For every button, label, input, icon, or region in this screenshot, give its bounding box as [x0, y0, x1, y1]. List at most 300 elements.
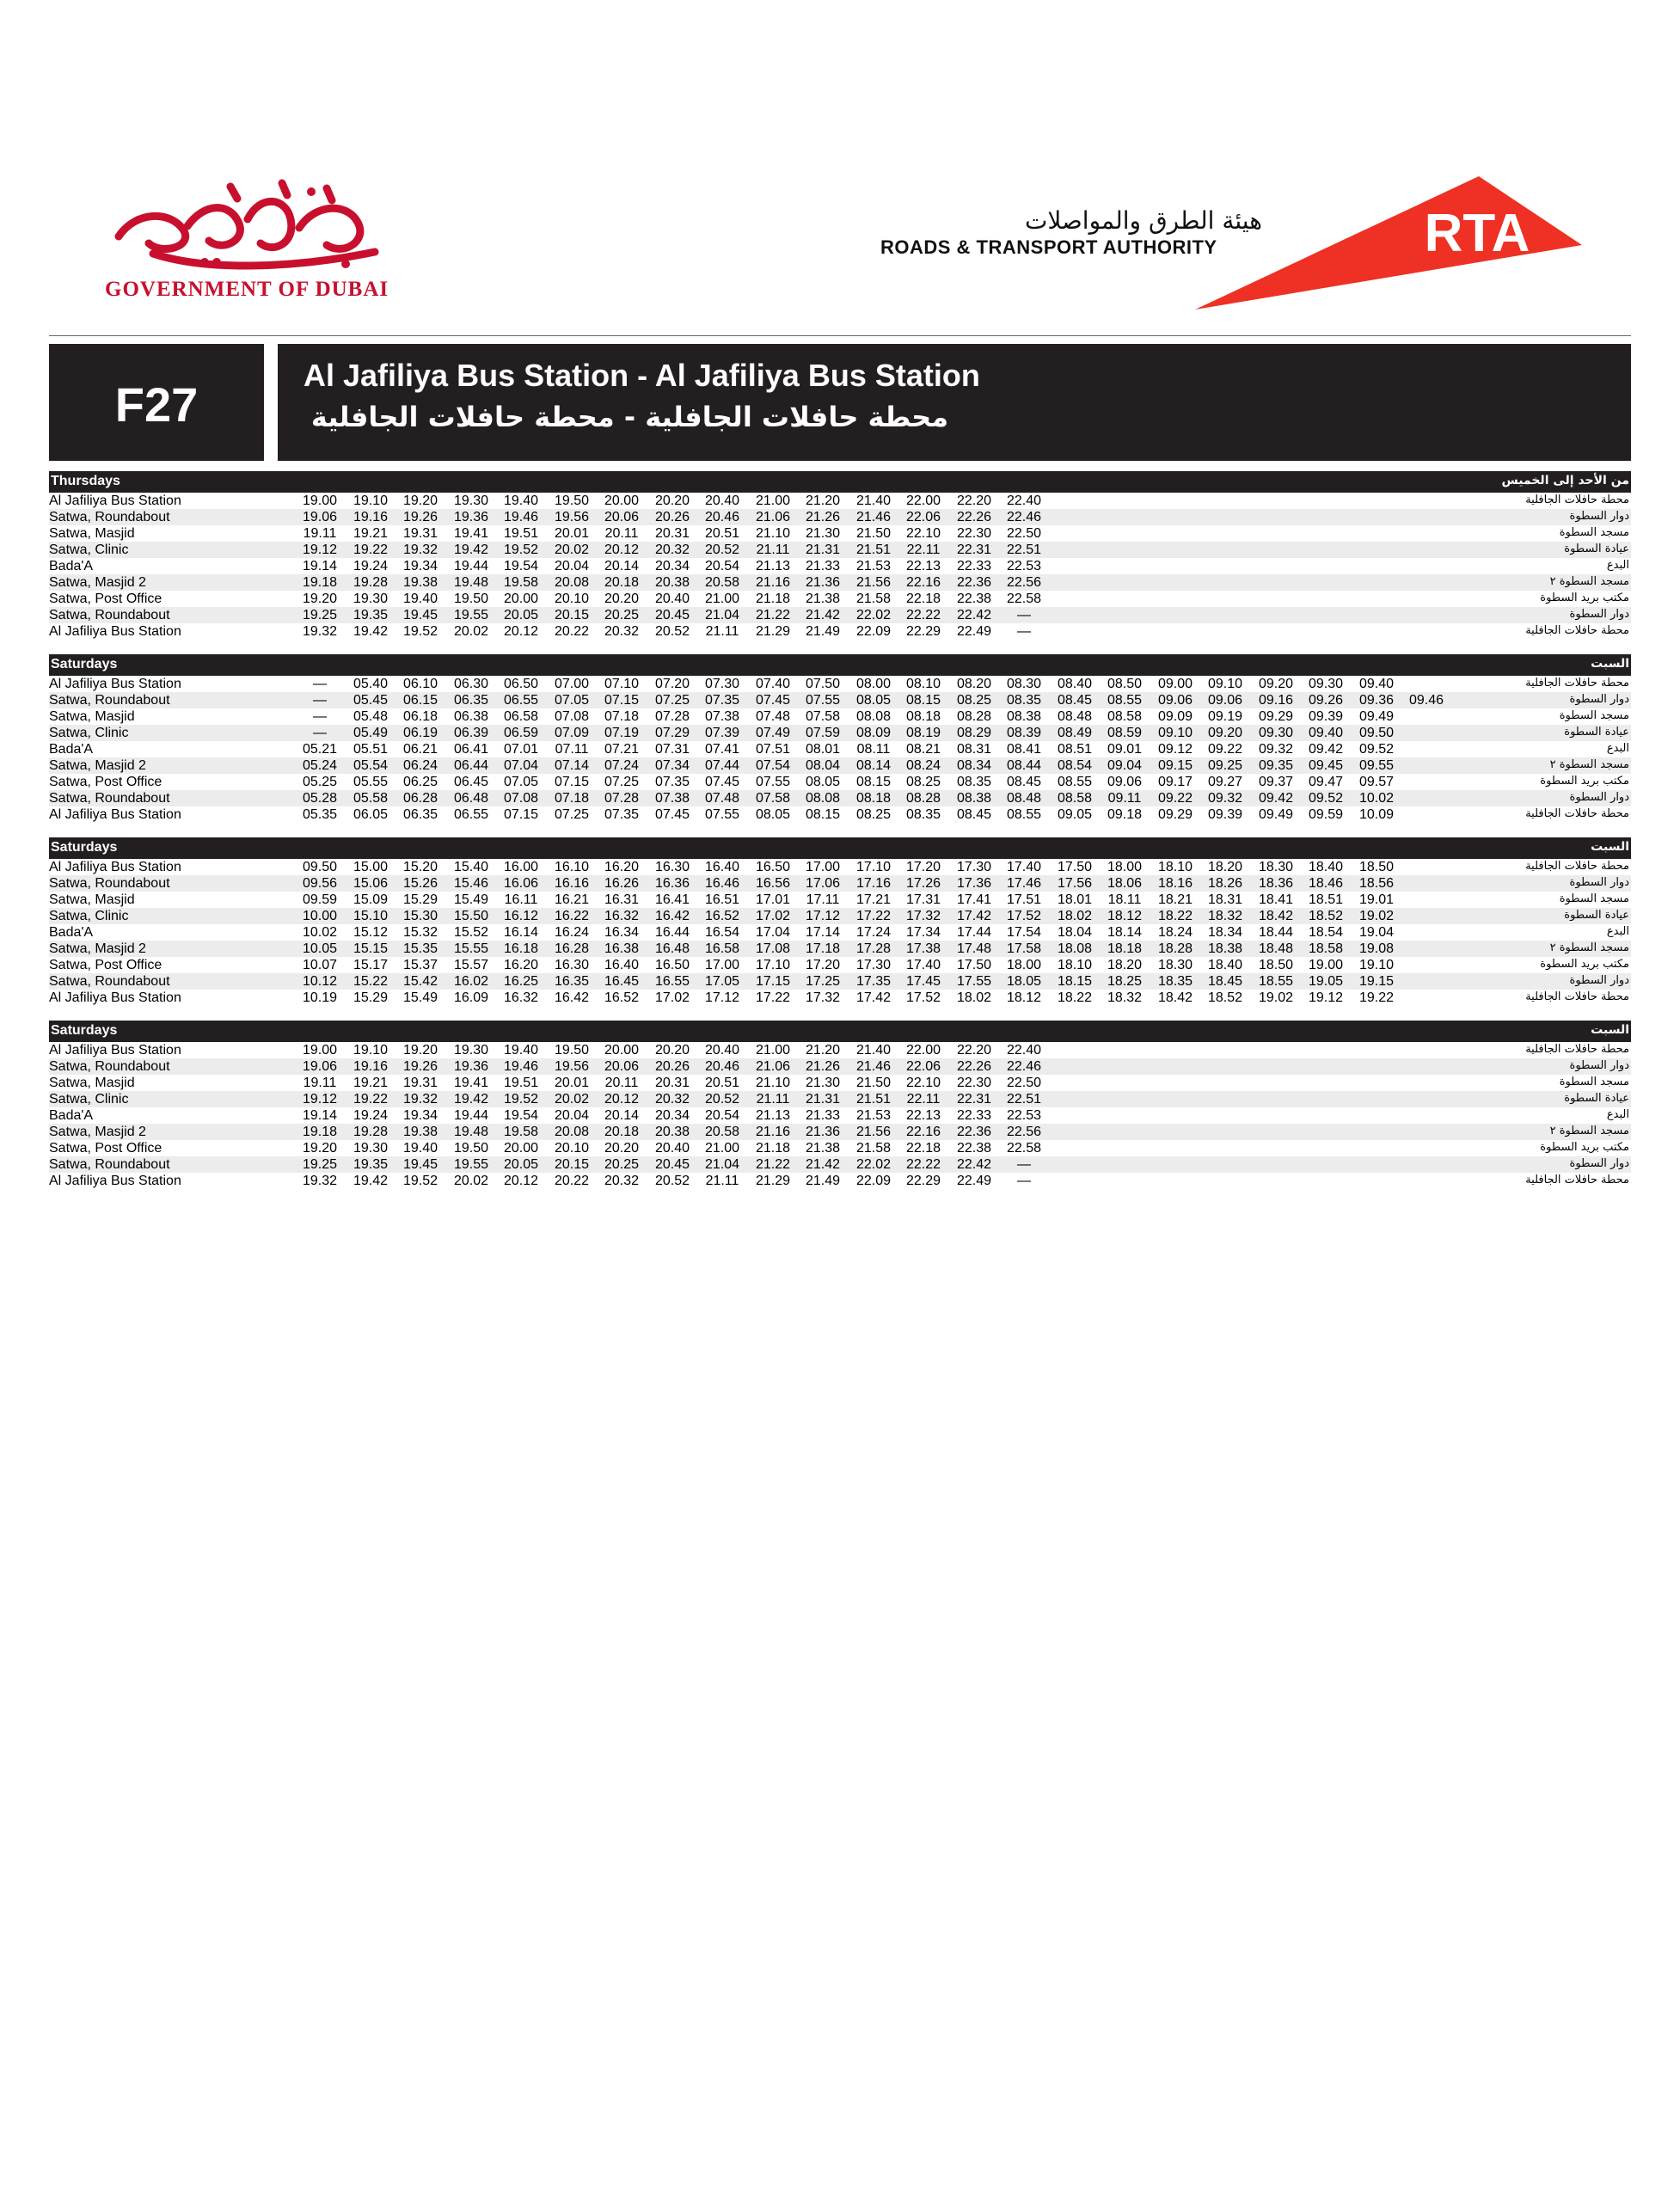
departure-time: 08.45 — [1057, 693, 1093, 708]
departure-time: 17.12 — [805, 909, 841, 923]
departure-time: 07.05 — [503, 775, 539, 789]
stop-row — [49, 924, 1631, 941]
departure-time: 17.02 — [654, 990, 690, 1005]
departure-time: 17.18 — [805, 941, 841, 956]
route-title-english: Al Jafiliya Bus Station - Al Jafiliya Bus Station — [304, 358, 980, 393]
departure-time: — — [313, 709, 327, 724]
departure-time: 07.08 — [503, 791, 539, 806]
departure-time: 19.48 — [453, 575, 489, 590]
departure-time: 05.40 — [353, 677, 389, 691]
departure-time: 19.41 — [453, 1076, 489, 1090]
departure-time: 09.59 — [302, 892, 338, 907]
departure-time: 20.12 — [604, 1092, 640, 1107]
departure-time: 20.46 — [704, 1059, 740, 1074]
departure-time: 21.58 — [855, 1141, 892, 1156]
departure-time: 15.57 — [453, 958, 489, 972]
departure-time: 18.54 — [1308, 925, 1344, 940]
departure-time: 20.18 — [604, 1125, 640, 1139]
departure-time: 08.01 — [805, 742, 841, 757]
timetable-section — [49, 471, 1631, 640]
departure-time: 19.00 — [302, 494, 338, 508]
departure-time: 17.24 — [855, 925, 892, 940]
departure-time: 15.55 — [453, 941, 489, 956]
departure-time: 08.55 — [1006, 807, 1042, 822]
departure-time: 21.00 — [704, 1141, 740, 1156]
departure-time: 15.52 — [453, 925, 489, 940]
departure-time: 21.36 — [805, 1125, 841, 1139]
departure-time: 09.39 — [1207, 807, 1243, 822]
timetable-section — [49, 654, 1631, 823]
departure-time: 22.00 — [905, 494, 941, 508]
departure-time: 07.55 — [755, 775, 791, 789]
departure-time: 21.36 — [805, 575, 841, 590]
stop-row — [49, 1091, 1631, 1107]
departure-time: 21.51 — [855, 543, 892, 557]
departure-time: 16.50 — [755, 860, 791, 874]
departure-time: 16.52 — [704, 909, 740, 923]
stop-name-english: Satwa, Roundabout — [49, 1059, 170, 1074]
departure-time: 08.34 — [956, 758, 992, 773]
stop-row — [49, 859, 1631, 875]
departure-time: 22.53 — [1006, 1108, 1042, 1123]
departure-time: 09.06 — [1207, 693, 1243, 708]
departure-time: 06.05 — [353, 807, 389, 822]
departure-time: 16.10 — [554, 860, 590, 874]
section-label-arabic: السبت — [1591, 657, 1629, 671]
stop-row — [49, 790, 1631, 806]
departure-time: 22.20 — [956, 494, 992, 508]
section-header — [49, 471, 1631, 493]
rta-name-english: ROADS & TRANSPORT AUTHORITY — [880, 236, 1217, 258]
departure-time: 21.30 — [805, 526, 841, 541]
departure-time: 19.34 — [402, 1108, 438, 1123]
departure-time: 22.26 — [956, 510, 992, 524]
departure-time: 09.37 — [1258, 775, 1294, 789]
departure-time: 16.48 — [654, 941, 690, 956]
departure-time: 20.02 — [453, 1174, 489, 1188]
departure-time: 18.40 — [1207, 958, 1243, 972]
departure-time: 22.38 — [956, 592, 992, 606]
departure-time: 17.06 — [805, 876, 841, 891]
departure-time: 09.49 — [1258, 807, 1294, 822]
departure-time: 22.16 — [905, 575, 941, 590]
departure-time: 06.30 — [453, 677, 489, 691]
departure-time: 20.15 — [554, 608, 590, 622]
departure-time: 09.27 — [1207, 775, 1243, 789]
departure-time: 22.36 — [956, 1125, 992, 1139]
departure-time: 19.26 — [402, 510, 438, 524]
departure-time: 19.10 — [353, 494, 389, 508]
departure-time: 21.49 — [805, 624, 841, 639]
departure-time: 20.06 — [604, 510, 640, 524]
departure-time: 22.42 — [956, 608, 992, 622]
departure-time: 22.29 — [905, 1174, 941, 1188]
departure-time: 17.31 — [905, 892, 941, 907]
departure-time: 18.50 — [1358, 860, 1395, 874]
departure-time: 10.00 — [302, 909, 338, 923]
departure-time: 08.09 — [855, 726, 892, 740]
departure-time: 07.15 — [503, 807, 539, 822]
departure-time: 05.28 — [302, 791, 338, 806]
departure-time: 06.35 — [402, 807, 438, 822]
departure-time: 21.20 — [805, 494, 841, 508]
departure-time: 17.05 — [704, 974, 740, 989]
departure-time: 20.45 — [654, 1157, 690, 1172]
departure-time: 08.19 — [905, 726, 941, 740]
departure-time: 19.11 — [303, 526, 337, 541]
departure-time: 06.24 — [402, 758, 438, 773]
departure-time: 17.32 — [905, 909, 941, 923]
departure-time: 19.30 — [353, 592, 389, 606]
departure-time: 19.36 — [453, 1059, 489, 1074]
departure-time: 22.31 — [956, 1092, 992, 1107]
stop-row — [49, 892, 1631, 908]
departure-time: 15.37 — [402, 958, 438, 972]
departure-time: 19.35 — [353, 608, 389, 622]
rta-triangle-logo — [1195, 172, 1582, 318]
departure-time: 06.21 — [402, 742, 438, 757]
departure-time: 09.47 — [1308, 775, 1344, 789]
departure-time: 19.00 — [1308, 958, 1344, 972]
departure-time: 08.41 — [1006, 742, 1042, 757]
departure-time: 20.12 — [604, 543, 640, 557]
departure-time: 19.40 — [503, 494, 539, 508]
stop-name-english: Satwa, Clinic — [49, 726, 129, 740]
stop-name-arabic: دوار السطوة — [1569, 510, 1629, 523]
departure-time: 18.30 — [1258, 860, 1294, 874]
departure-time: 16.31 — [604, 892, 640, 907]
departure-time: 09.59 — [1308, 807, 1344, 822]
stop-row — [49, 725, 1631, 741]
departure-time: 15.42 — [402, 974, 438, 989]
departure-time: 05.58 — [353, 791, 389, 806]
departure-time: 08.25 — [956, 693, 992, 708]
departure-time: 16.00 — [503, 860, 539, 874]
dubai-calligraphy-logo — [101, 176, 394, 271]
departure-time: 08.35 — [1006, 693, 1042, 708]
departure-time: 18.11 — [1107, 892, 1142, 907]
departure-time: 19.52 — [503, 543, 539, 557]
stop-name-english: Satwa, Roundabout — [49, 876, 170, 891]
departure-time: 08.38 — [1006, 709, 1042, 724]
stop-row — [49, 990, 1631, 1006]
departure-time: 21.53 — [855, 1108, 892, 1123]
departure-time: 09.49 — [1358, 709, 1395, 724]
departure-time: 19.14 — [302, 559, 338, 573]
departure-time: 07.38 — [704, 709, 740, 724]
departure-time: 09.19 — [1207, 709, 1243, 724]
departure-time: 19.36 — [453, 510, 489, 524]
departure-time: 07.34 — [654, 758, 690, 773]
section-label-english: Saturdays — [51, 657, 118, 671]
departure-time: 21.38 — [805, 592, 841, 606]
stop-name-arabic: مسجد السطوة — [1559, 709, 1629, 722]
stop-name-english: Al Jafiliya Bus Station — [49, 860, 181, 874]
departure-time: 20.54 — [704, 1108, 740, 1123]
departure-time: 16.50 — [654, 958, 690, 972]
departure-time: 20.54 — [704, 559, 740, 573]
departure-time: 21.16 — [755, 575, 791, 590]
departure-time: 22.11 — [906, 1092, 941, 1107]
stop-name-english: Satwa, Roundabout — [49, 693, 170, 708]
stop-name-english: Al Jafiliya Bus Station — [49, 990, 181, 1005]
stop-row — [49, 574, 1631, 591]
departure-time: 05.55 — [353, 775, 389, 789]
departure-time: 19.40 — [402, 1141, 438, 1156]
departure-time: 09.12 — [1157, 742, 1193, 757]
departure-time: 09.15 — [1157, 758, 1193, 773]
departure-time: 07.50 — [805, 677, 841, 691]
departure-time: 21.11 — [705, 1174, 739, 1188]
departure-time: 18.41 — [1258, 892, 1294, 907]
departure-time: 19.42 — [353, 1174, 389, 1188]
departure-time: 20.02 — [554, 543, 590, 557]
departure-time: 17.36 — [956, 876, 992, 891]
departure-time: 08.50 — [1107, 677, 1143, 691]
departure-time: 17.50 — [956, 958, 992, 972]
departure-time: 17.21 — [855, 892, 892, 907]
departure-time: 15.29 — [402, 892, 438, 907]
departure-time: 22.22 — [905, 608, 941, 622]
departure-time: — — [1017, 608, 1031, 622]
departure-time: 07.48 — [755, 709, 791, 724]
departure-time: 15.15 — [353, 941, 389, 956]
departure-time: 21.53 — [855, 559, 892, 573]
departure-time: 22.46 — [1006, 510, 1042, 524]
departure-time: 20.51 — [704, 526, 740, 541]
departure-time: 18.50 — [1258, 958, 1294, 972]
departure-time: 08.30 — [1006, 677, 1042, 691]
departure-time: 21.40 — [855, 494, 892, 508]
departure-time: 10.02 — [1358, 791, 1395, 806]
departure-time: 09.35 — [1258, 758, 1294, 773]
departure-time: 22.31 — [956, 543, 992, 557]
departure-time: 19.28 — [353, 575, 389, 590]
departure-time: 18.31 — [1207, 892, 1243, 907]
stop-name-arabic: عيادة السطوة — [1564, 1092, 1629, 1105]
departure-time: 20.00 — [604, 1043, 640, 1058]
departure-time: 21.56 — [855, 1125, 892, 1139]
departure-time: 19.20 — [402, 1043, 438, 1058]
route-title-arabic: محطة حافلات الجافلية - محطة حافلات الجافلية — [310, 401, 948, 433]
stop-name-arabic: مسجد السطوة ٢ — [1549, 1125, 1629, 1137]
stop-row — [49, 1075, 1631, 1091]
stop-name-english: Satwa, Post Office — [49, 775, 162, 789]
departure-time: 19.38 — [402, 1125, 438, 1139]
departure-time: 18.32 — [1107, 990, 1143, 1005]
departure-time: 18.40 — [1308, 860, 1344, 874]
departure-time: 19.16 — [353, 510, 389, 524]
departure-time: 19.52 — [402, 1174, 438, 1188]
departure-time: 20.14 — [604, 1108, 640, 1123]
departure-time: — — [313, 726, 327, 740]
departure-time: 08.35 — [956, 775, 992, 789]
departure-time: 20.04 — [554, 559, 590, 573]
stop-name-arabic: البدع — [1606, 559, 1629, 572]
departure-time: 21.22 — [755, 608, 791, 622]
departure-time: 16.52 — [604, 990, 640, 1005]
departure-time: 20.10 — [554, 1141, 590, 1156]
departure-time: 06.59 — [503, 726, 539, 740]
departure-time: 06.44 — [453, 758, 489, 773]
departure-time: — — [1017, 1174, 1031, 1188]
departure-time: 20.52 — [654, 1174, 690, 1188]
departure-time: 08.48 — [1006, 791, 1042, 806]
departure-time: 06.55 — [453, 807, 489, 822]
departure-time: 08.38 — [956, 791, 992, 806]
departure-time: — — [1017, 624, 1031, 639]
departure-time: 18.02 — [956, 990, 992, 1005]
departure-time: 09.46 — [1408, 693, 1444, 708]
departure-time: 08.11 — [856, 742, 891, 757]
departure-time: 19.54 — [503, 559, 539, 573]
departure-time: 15.49 — [453, 892, 489, 907]
departure-time: 09.25 — [1207, 758, 1243, 773]
departure-time: 08.31 — [956, 742, 992, 757]
departure-time: 21.22 — [755, 1157, 791, 1172]
departure-time: 17.52 — [1006, 909, 1042, 923]
departure-time: 19.12 — [1308, 990, 1344, 1005]
departure-time: 22.56 — [1006, 1125, 1042, 1139]
departure-time: 07.55 — [805, 693, 841, 708]
departure-time: 20.40 — [654, 1141, 690, 1156]
departure-time: 08.45 — [1006, 775, 1042, 789]
departure-time: 20.38 — [654, 1125, 690, 1139]
departure-time: 10.12 — [302, 974, 338, 989]
stop-name-english: Satwa, Masjid 2 — [49, 941, 146, 956]
departure-time: 19.48 — [453, 1125, 489, 1139]
departure-time: 15.32 — [402, 925, 438, 940]
departure-time: 17.01 — [755, 892, 791, 907]
departure-time: 18.52 — [1308, 909, 1344, 923]
departure-time: 19.21 — [353, 1076, 389, 1090]
stop-name-english: Satwa, Roundabout — [49, 1157, 170, 1172]
departure-time: 22.51 — [1006, 543, 1042, 557]
stop-name-english: Satwa, Masjid 2 — [49, 758, 146, 773]
stop-name-english: Bada'A — [49, 559, 94, 573]
departure-time: 21.04 — [704, 1157, 740, 1172]
departure-time: 15.06 — [353, 876, 389, 891]
departure-time: 09.40 — [1308, 726, 1344, 740]
departure-time: 19.50 — [453, 1141, 489, 1156]
stop-name-english: Satwa, Masjid — [49, 709, 135, 724]
departure-time: 17.32 — [805, 990, 841, 1005]
departure-time: 06.25 — [402, 775, 438, 789]
departure-time: 18.55 — [1258, 974, 1294, 989]
departure-time: 17.54 — [1006, 925, 1042, 940]
departure-time: 16.16 — [554, 876, 590, 891]
stop-name-arabic: دوار السطوة — [1569, 791, 1629, 804]
departure-time: 21.13 — [755, 559, 791, 573]
departure-time: 19.45 — [402, 1157, 438, 1172]
departure-time: 09.05 — [1057, 807, 1093, 822]
departure-time: 09.52 — [1358, 742, 1395, 757]
departure-time: 08.15 — [905, 693, 941, 708]
departure-time: 21.26 — [805, 1059, 841, 1074]
departure-time: 19.25 — [302, 608, 338, 622]
departure-time: 19.12 — [302, 1092, 338, 1107]
departure-time: 19.11 — [303, 1076, 337, 1090]
departure-time: 18.35 — [1157, 974, 1193, 989]
departure-time: 16.40 — [604, 958, 640, 972]
stop-row — [49, 1140, 1631, 1156]
departure-time: 18.26 — [1207, 876, 1243, 891]
stop-name-arabic: مسجد السطوة — [1559, 1076, 1629, 1088]
departure-time: 22.33 — [956, 1108, 992, 1123]
departure-time: 07.25 — [604, 775, 640, 789]
stop-name-english: Satwa, Clinic — [49, 909, 129, 923]
departure-time: 16.06 — [503, 876, 539, 891]
departure-time: 19.18 — [302, 575, 338, 590]
departure-time: 09.06 — [1107, 775, 1143, 789]
departure-time: 18.45 — [1207, 974, 1243, 989]
departure-time: 20.20 — [604, 592, 640, 606]
departure-time: 19.08 — [1358, 941, 1395, 956]
stop-row — [49, 607, 1631, 623]
departure-time: 16.21 — [554, 892, 590, 907]
stop-name-english: Al Jafiliya Bus Station — [49, 677, 181, 691]
departure-time: 21.42 — [805, 608, 841, 622]
departure-time: 19.32 — [302, 624, 338, 639]
departure-time: 21.33 — [805, 1108, 841, 1123]
departure-time: 19.32 — [402, 1092, 438, 1107]
departure-time: 20.08 — [554, 575, 590, 590]
departure-time: 08.05 — [805, 775, 841, 789]
departure-time: 20.22 — [554, 1174, 590, 1188]
departure-time: 19.52 — [402, 624, 438, 639]
stop-row — [49, 1124, 1631, 1140]
departure-time: 21.00 — [755, 494, 791, 508]
departure-time: 08.51 — [1057, 742, 1093, 757]
departure-time: 16.32 — [604, 909, 640, 923]
departure-time: 18.42 — [1258, 909, 1294, 923]
departure-time: 15.17 — [353, 958, 389, 972]
departure-time: 06.15 — [402, 693, 438, 708]
departure-time: 09.22 — [1157, 791, 1193, 806]
departure-time: 15.46 — [453, 876, 489, 891]
departure-time: 22.30 — [956, 526, 992, 541]
departure-time: 09.39 — [1308, 709, 1344, 724]
departure-time: 17.44 — [956, 925, 992, 940]
stop-row — [49, 542, 1631, 558]
stop-name-english: Al Jafiliya Bus Station — [49, 1174, 181, 1188]
departure-time: 20.11 — [604, 1076, 639, 1090]
stop-name-arabic: مسجد السطوة — [1559, 526, 1629, 539]
departure-time: 08.45 — [956, 807, 992, 822]
departure-time: 22.40 — [1006, 1043, 1042, 1058]
departure-time: 20.00 — [604, 494, 640, 508]
departure-time: 08.15 — [855, 775, 892, 789]
departure-time: 21.00 — [704, 592, 740, 606]
departure-time: 19.04 — [1358, 925, 1395, 940]
departure-time: 21.29 — [755, 624, 791, 639]
departure-time: 22.00 — [905, 1043, 941, 1058]
departure-time: 21.11 — [756, 543, 790, 557]
departure-time: 18.46 — [1308, 876, 1344, 891]
departure-time: 22.11 — [906, 543, 941, 557]
departure-time: 07.24 — [604, 758, 640, 773]
departure-time: 07.58 — [755, 791, 791, 806]
departure-time: 18.05 — [1006, 974, 1042, 989]
departure-time: 20.58 — [704, 1125, 740, 1139]
departure-time: 16.58 — [704, 941, 740, 956]
departure-time: 19.28 — [353, 1125, 389, 1139]
departure-time: 22.09 — [855, 1174, 892, 1188]
departure-time: 16.12 — [503, 909, 539, 923]
departure-time: 20.02 — [453, 624, 489, 639]
departure-time: 19.20 — [302, 1141, 338, 1156]
departure-time: 22.13 — [905, 1108, 941, 1123]
